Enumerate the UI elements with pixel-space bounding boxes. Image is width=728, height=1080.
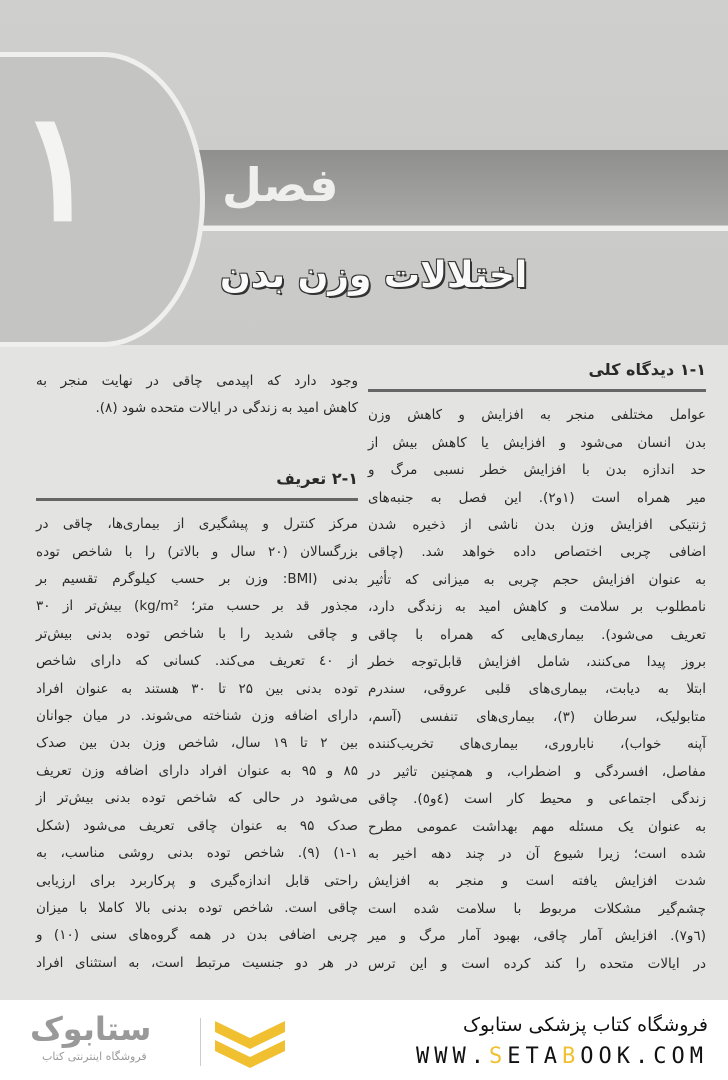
chapter-title: اختلالات وزن بدن [220, 255, 528, 296]
text-line: آپنه خواب)، ناباروری، بیماری‌های تخریب‌کننده [368, 736, 706, 753]
chevron-logo-icon [210, 1016, 290, 1072]
logo-subtitle: فروشگاه اینترنتی کتاب [42, 1050, 147, 1063]
store-logo[interactable] [30, 1012, 290, 1072]
url-part: ETA [507, 1044, 563, 1069]
shop-name: فروشگاه کتاب پزشکی ستابوک [462, 1014, 708, 1036]
text-line: در ایالات متحده را کند کرده است و این ترس [368, 955, 706, 972]
text-line: به عنوان افزایش حجم چربی به میزانی که تأثیر [368, 571, 706, 588]
text-line: مفاصل، افسردگی و اضطراب، و همچنین تاثیر در [368, 763, 706, 780]
text-line: وجود دارد که اپیدمی چاقی در نهایت منجر به [36, 373, 358, 389]
text-line: ۱-۱) (۹). شاخص توده بدنی روشی مناسب، به [36, 845, 358, 862]
text-line: مرکز کنترل و پیشگیری از بیماری‌ها، چاقی در [36, 516, 358, 533]
url-part: S [489, 1044, 508, 1069]
chapter-number: ۱ [18, 79, 99, 255]
divider [150, 226, 728, 231]
section-heading: ۱-۱ دیدگاه کلی [368, 356, 706, 392]
text-line: چاقی است. شاخص توده بدنی بالا کاملا با میزان [36, 899, 358, 916]
url-part: OOK.COM [580, 1044, 708, 1069]
text-line: چربی اضافی بدن در همه گروه‌های سنی (۱۰) و [36, 927, 359, 944]
intro-paragraph [36, 368, 358, 423]
logo-separator [200, 1018, 201, 1066]
text-line: از ٤۰ تعریف می‌کند. کسانی که دارای شاخص [36, 653, 358, 670]
text-line: بدن انسان می‌شود و افزایش یا کاهش بیش از [368, 434, 706, 451]
text-line: بین ۲ تا ۱۹ سال، شاخص وزن بدن بین صدک [36, 735, 358, 752]
left-column [36, 368, 358, 977]
text-line: بدنی (BMI: وزن بر حسب کیلوگرم تقسیم بر [36, 571, 358, 588]
text-line: حد اندازه بدن با افزایش خطر نسبی مرگ و [368, 462, 706, 479]
text-line: نامطلوب بر سلامت و کاهش امید به زندگی دارد، [368, 599, 706, 616]
text-line: چشم‌گیر مشکلات مربوط با سلامت شده است [368, 900, 706, 917]
text-line: بزرگسالان (۲۰ سال و بالاتر) را با شاخص توده [36, 543, 358, 560]
text-line: توده بدنی بین ۲۵ تا ۳۰ هستند به عنوان افراد [36, 680, 358, 697]
text-line: اضافی چربی اختصاص داده خواهد شد. (چاقی [368, 544, 706, 561]
text-line: ژنتیکی افزایش وزن بدن ناشی از ذخیره شدن [368, 517, 706, 534]
text-line: شدت افزایش یافته است و منجر به افزایش [368, 873, 706, 890]
text-line: مجذور قد بر حسب متر؛ kg/m²) بیش‌تر از ۳۰ [36, 598, 358, 615]
text-line: بروز پیدا می‌کنند، شامل افزایش قابل‌توجه خطر [368, 654, 706, 671]
url-part: WWW. [416, 1044, 490, 1069]
text-line: زندگی اجتماعی و محیط کار است (٤و٥). چاقی [368, 791, 707, 808]
text-line: دارای اضافه وزن شناخته می‌شوند. در میان جوانان [36, 708, 358, 725]
text-line: در هر دو جنسیت مرتبط است، به استثنای افراد [36, 954, 358, 971]
text-line: (٦و٧). افزایش آمار چاقی، بهبود آمار مرگ و میر [368, 928, 706, 945]
text-line: میر همراه است (۱و۲). این فصل به جنبه‌های [368, 489, 706, 506]
url-part: B [562, 1044, 581, 1069]
text-line: راحتی قابل اندازه‌گیری و پرکاربرد برای ارزیابی [36, 872, 358, 889]
text-line: متابولیک، سرطان (۳)، بیماری‌های تنفسی (آسم، [368, 708, 706, 725]
chapter-label: فصل [222, 158, 339, 212]
text-line: تعریف می‌شود). بیماری‌هایی که همراه با چاقی [368, 626, 706, 643]
text-line: می‌شود در حالی که شاخص توده بدنی بیش‌تر از [36, 790, 358, 807]
text-line: صدک ۹۵ به عنوان چاقی تعریف می‌شود (شکل [36, 817, 358, 834]
text-line: به عنوان یک مسئله مهم بهداشت عمومی مطرح [368, 818, 706, 835]
logo-text: ستابوک [30, 1010, 152, 1048]
text-line: عوامل مختلفی منجر به افزایش و کاهش وزن [368, 407, 706, 424]
section-heading: ۲-۱ تعریف [36, 465, 358, 501]
text-line: و چاقی شدید را با شاخص توده بدنی بیش‌تر [36, 625, 358, 642]
text-line: کاهش امید به زندگی در ایالات متحده شود (۸). [95, 400, 358, 417]
chapter-header [0, 0, 728, 345]
text-line: ۸۵ و ۹۵ به عنوان افراد دارای اضافه وزن تعریف [36, 762, 358, 779]
text-line: ابتلا به دیابت، بیماری‌های قلبی عروقی، سندرم [368, 681, 706, 698]
text-line: شده است؛ زیرا شیوع آن در چند دهه اخیر به [368, 845, 706, 862]
footer-banner [0, 1000, 728, 1080]
store-url[interactable] [416, 1044, 708, 1069]
right-column [368, 356, 706, 978]
